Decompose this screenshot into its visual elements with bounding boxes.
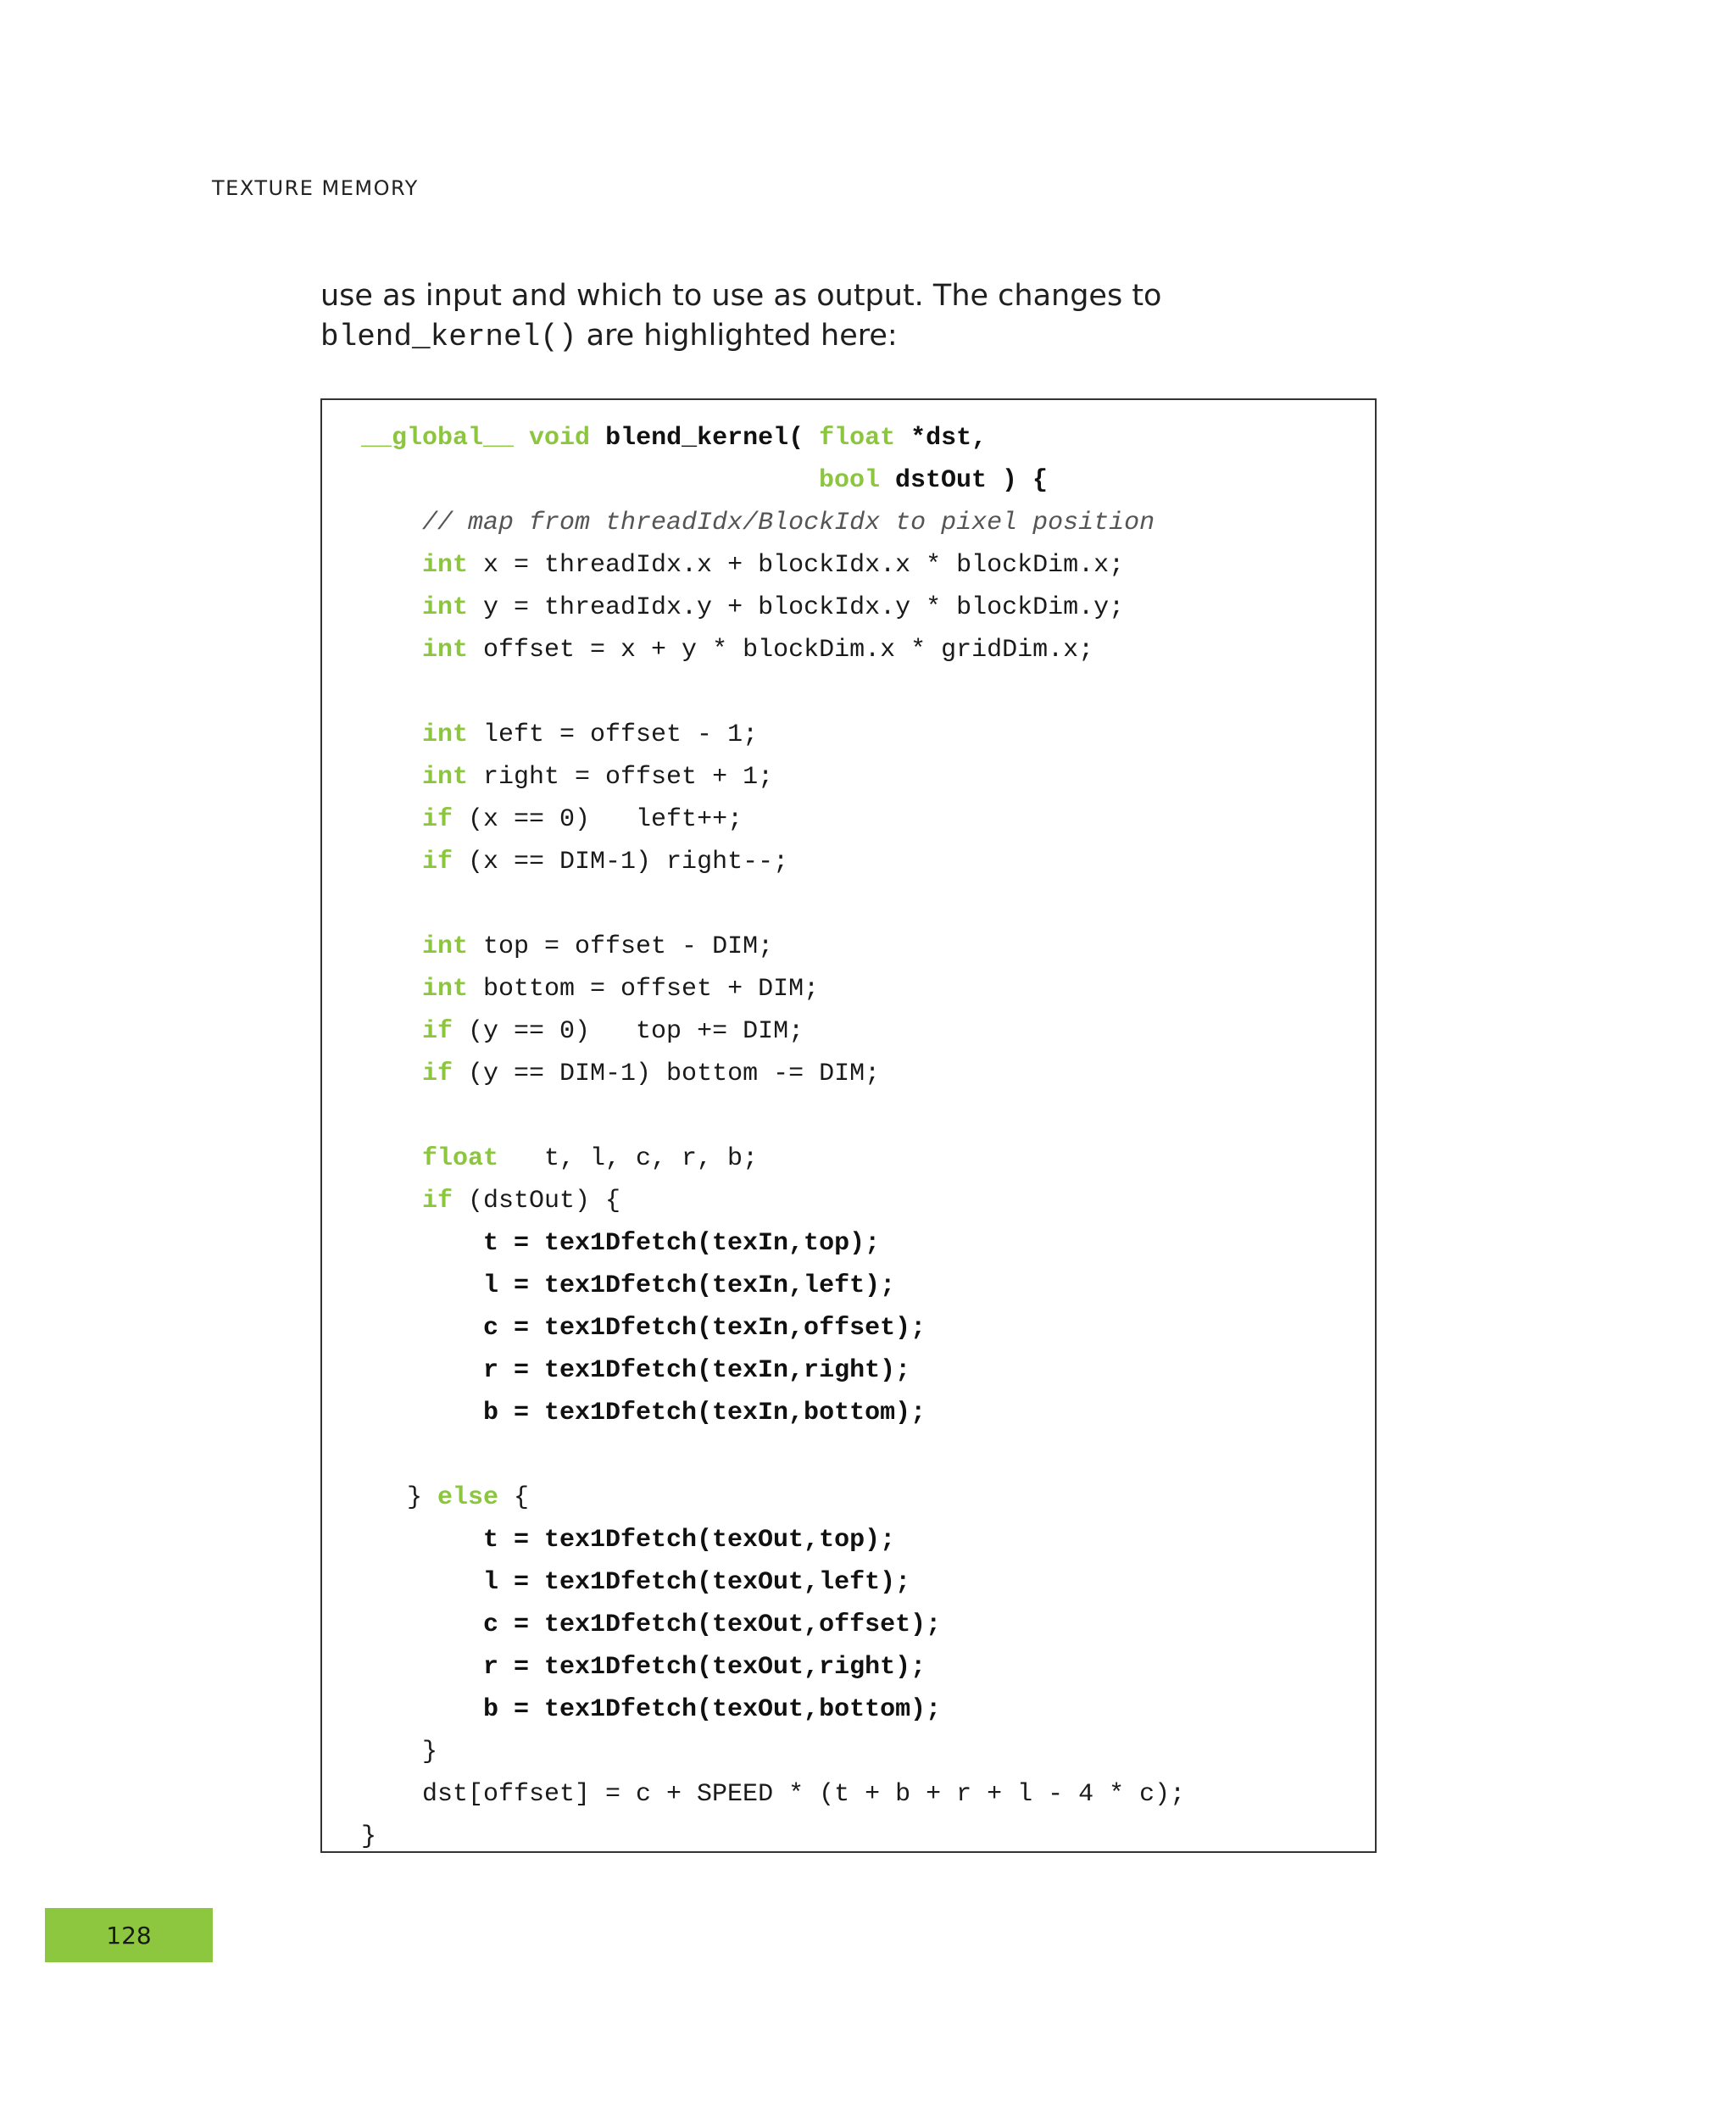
code-token	[895, 424, 910, 453]
code-token: if	[422, 848, 453, 876]
code-line-6	[422, 629, 1093, 671]
code-token: y = threadIdx.y + blockIdx.y * blockDim.y;	[468, 593, 1125, 622]
code-token: (dstOut) {	[453, 1187, 621, 1216]
code-line-9	[422, 798, 743, 841]
code-token: __global__	[361, 424, 515, 453]
code-token: int	[422, 932, 469, 961]
code-line-23: t = tex1Dfetch(texOut,top);	[483, 1526, 896, 1555]
code-token: void	[529, 424, 591, 453]
code-line-2	[819, 459, 1048, 502]
code-line-4	[422, 544, 1124, 587]
code-line-24: l = tex1Dfetch(texOut,left);	[483, 1568, 911, 1597]
page-number-badge	[45, 1908, 213, 1962]
code-token: {	[498, 1483, 530, 1512]
code-line-30: }	[361, 1822, 377, 1851]
intro-text-before: use as input and which to use as output. The changes to	[320, 279, 1162, 313]
code-line-21: b = tex1Dfetch(texIn,bottom);	[483, 1399, 926, 1427]
code-line-7	[422, 714, 758, 756]
code-line-13	[422, 1010, 804, 1053]
code-token	[514, 424, 529, 453]
intro-text-after: are highlighted here:	[576, 319, 898, 353]
code-line-29: dst[offset] = c + SPEED * (t + b + r + l - 4 * c);	[422, 1780, 1186, 1809]
code-token: *dst,	[910, 424, 988, 453]
code-line-27: b = tex1Dfetch(texOut,bottom);	[483, 1695, 942, 1724]
running-header: TEXTURE MEMORY	[212, 176, 419, 200]
code-line-5	[422, 587, 1124, 629]
code-token: left = offset - 1;	[468, 720, 759, 749]
code-token: int	[422, 593, 469, 622]
code-token	[804, 424, 819, 453]
code-line-26: r = tex1Dfetch(texOut,right);	[483, 1653, 926, 1682]
code-token: t, l, c, r, b;	[498, 1144, 759, 1173]
code-token: (y == DIM-1) bottom -= DIM;	[453, 1060, 881, 1088]
code-line-20: r = tex1Dfetch(texIn,right);	[483, 1356, 911, 1385]
code-token: top = offset - DIM;	[468, 932, 774, 961]
code-line-18: l = tex1Dfetch(texIn,left);	[483, 1271, 896, 1300]
code-line-15	[422, 1138, 758, 1180]
code-token: right = offset + 1;	[468, 763, 774, 792]
code-token: offset = x + y * blockDim.x * gridDim.x;	[468, 636, 1094, 665]
code-token: (y == 0) top += DIM;	[453, 1017, 804, 1046]
code-token: blend_kernel(	[605, 424, 804, 453]
page-number: 128	[106, 1921, 152, 1950]
intro-paragraph	[320, 276, 1422, 357]
code-token: int	[422, 551, 469, 580]
code-token: if	[422, 1017, 453, 1046]
code-comment: // map from threadIdx/BlockIdx to pixel position	[422, 509, 1155, 537]
code-token: int	[422, 636, 469, 665]
code-token: bottom = offset + DIM;	[468, 975, 820, 1004]
code-token: if	[422, 1187, 453, 1216]
code-line-14	[422, 1053, 880, 1095]
code-line-19: c = tex1Dfetch(texIn,offset);	[483, 1314, 926, 1343]
code-token: else	[437, 1483, 499, 1512]
code-line-10	[422, 841, 788, 883]
code-token	[880, 466, 895, 495]
intro-code-ref: blend_kernel()	[320, 320, 577, 354]
code-token: }	[407, 1483, 438, 1512]
code-line-22	[407, 1477, 529, 1519]
code-token: int	[422, 975, 469, 1004]
code-listing	[320, 398, 1377, 1853]
code-token: dstOut ) {	[895, 466, 1049, 495]
code-token: int	[422, 720, 469, 749]
code-token: x = threadIdx.x + blockIdx.x * blockDim.x;	[468, 551, 1125, 580]
code-line-16	[422, 1180, 620, 1222]
code-token: int	[422, 763, 469, 792]
code-line-12	[422, 968, 819, 1010]
code-token	[590, 424, 605, 453]
code-line-28: }	[422, 1738, 438, 1766]
code-token: float	[422, 1144, 499, 1173]
code-line-25: c = tex1Dfetch(texOut,offset);	[483, 1611, 942, 1639]
code-line-11	[422, 926, 773, 968]
code-token: float	[819, 424, 896, 453]
code-line-8	[422, 756, 773, 798]
code-line-17: t = tex1Dfetch(texIn,top);	[483, 1229, 881, 1258]
code-token: bool	[819, 466, 881, 495]
code-token: if	[422, 1060, 453, 1088]
code-token: if	[422, 805, 453, 834]
code-token: (x == DIM-1) right--;	[453, 848, 789, 876]
code-line-1	[361, 417, 987, 459]
code-token: (x == 0) left++;	[453, 805, 743, 834]
